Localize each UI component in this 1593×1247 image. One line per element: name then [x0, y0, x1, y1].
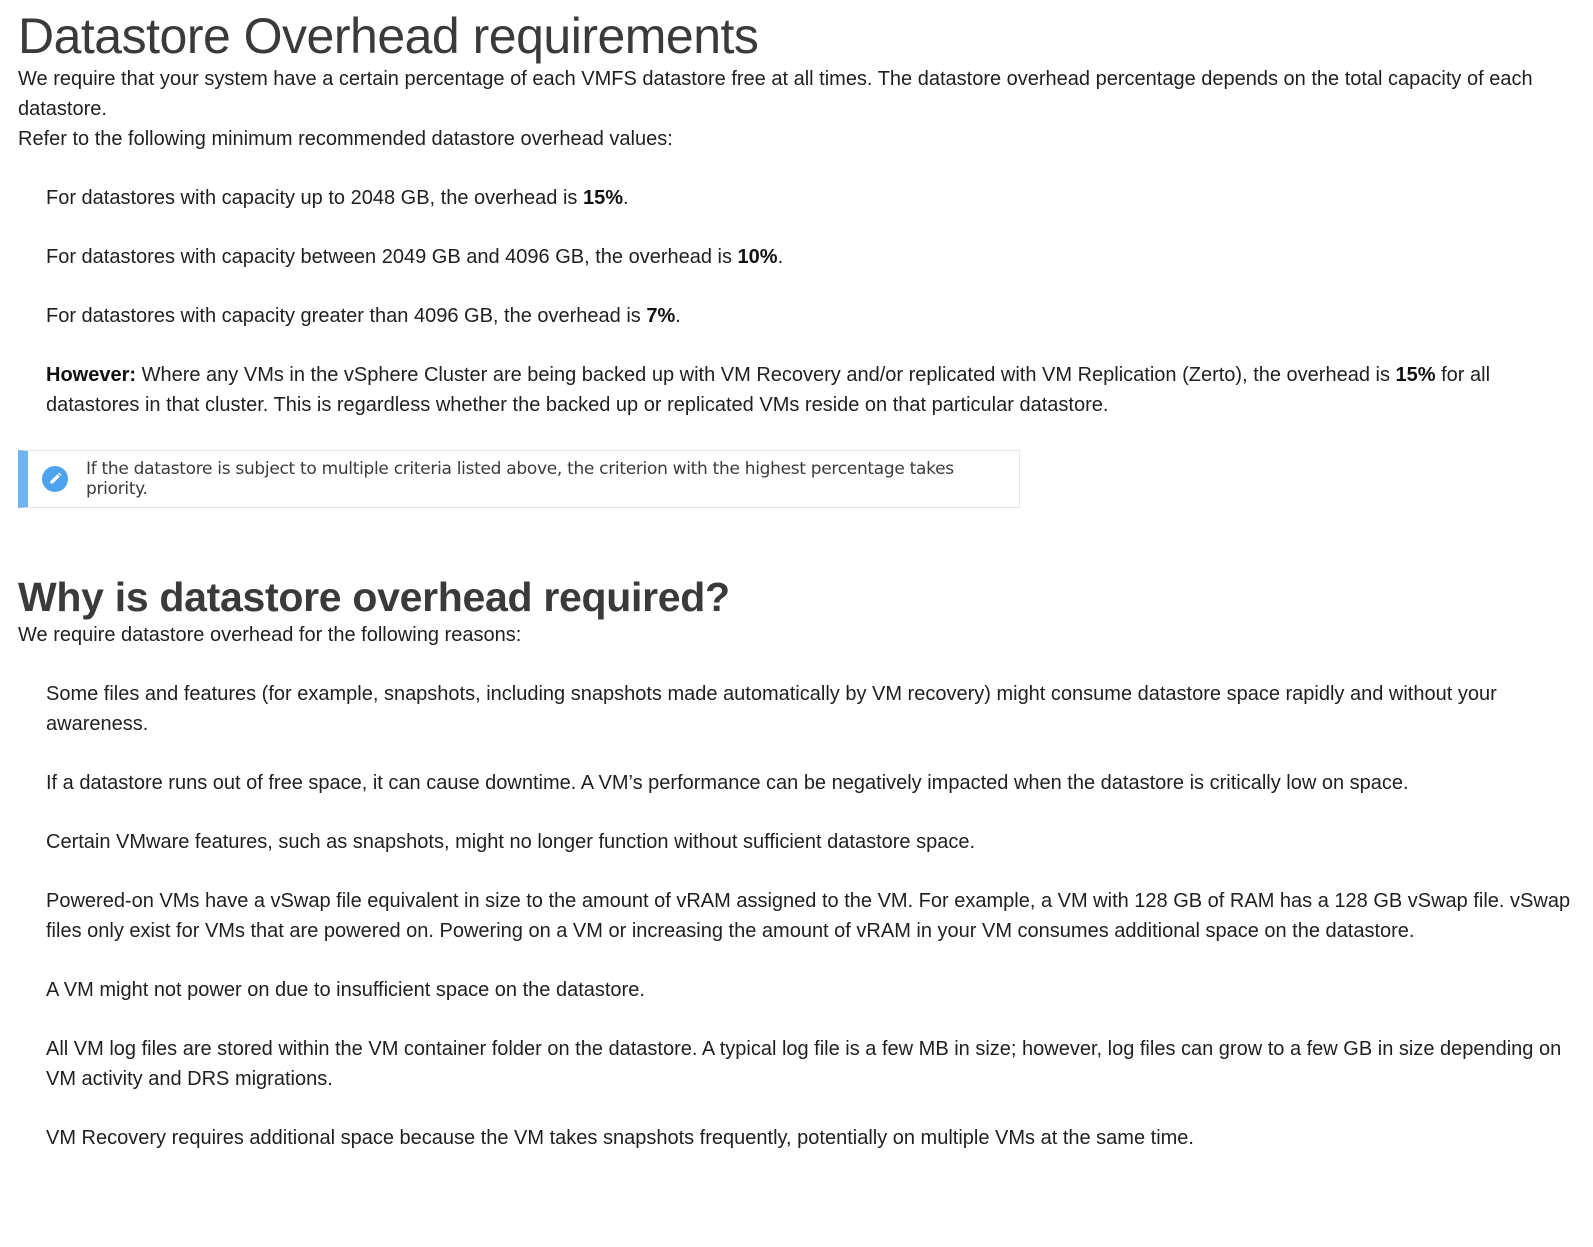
rule-item: For datastores with capacity between 2049 GB and 4096 GB, the overhead is 10%.: [46, 246, 784, 268]
intro-paragraph: We require that your system have a certain percentage of each VMFS datastore free at all times. The datastore overhead percentage depends on the total capacity of each datastore.: [18, 68, 1533, 120]
pencil-icon: [42, 466, 68, 492]
reason-item: All VM log files are stored within the VM container folder on the datastore. A typical log file is a few MB in size; however, log files can grow to a few GB in size depending on VM activity and DRS migrations.: [46, 1038, 1562, 1090]
however-label: However:: [46, 364, 137, 386]
reason-item: Powered-on VMs have a vSwap file equivalent in size to the amount of vRAM assigned to the VM. For example, a VM with 128 GB of RAM has a 128 GB vSwap file. vSwap files only exist for VMs that are powered on. Powering on a VM or increasing the amount of vRAM in your VM consumes additional space on the datastore.: [46, 890, 1571, 942]
reasons-intro: We require datastore overhead for the following reasons:: [18, 624, 522, 646]
refer-paragraph: Refer to the following minimum recommended datastore overhead values:: [18, 128, 673, 150]
rule-item: For datastores with capacity greater than 4096 GB, the overhead is 7%.: [46, 305, 681, 327]
reason-item: Some files and features (for example, snapshots, including snapshots made automatically by VM recovery) might consume datastore space rapidly and without your awareness.: [46, 683, 1497, 735]
however-paragraph: However: Where any VMs in the vSphere Cluster are being backed up with VM Recovery and/or replicated with VM Replication (Zerto), the overhead is 15% for all datastores in that cluster. This is regardless whether the backed up or replicated VMs reside on that particular datastore.: [46, 364, 1491, 416]
section-heading: Why is datastore overhead required?: [18, 574, 730, 620]
rule-percentage: 10%: [737, 246, 778, 268]
page-title: Datastore Overhead requirements: [18, 8, 759, 64]
rule-percentage: 7%: [646, 305, 676, 327]
reason-item: If a datastore runs out of free space, it can cause downtime. A VM’s performance can be negatively impacted when the datastore is critically low on space.: [46, 772, 1409, 794]
reason-item: A VM might not power on due to insufficient space on the datastore.: [46, 979, 645, 1001]
note-text: If the datastore is subject to multiple criteria listed above, the criterion with the highest percentage takes priority.: [86, 459, 954, 499]
rule-percentage: 15%: [582, 187, 623, 209]
reason-item: Certain VMware features, such as snapshots, might no longer function without sufficient datastore space.: [46, 831, 976, 853]
note-callout: [18, 450, 1020, 508]
however-percentage: 15%: [1395, 364, 1436, 386]
reason-item: VM Recovery requires additional space because the VM takes snapshots frequently, potentially on multiple VMs at the same time.: [46, 1127, 1194, 1149]
reasons-list: [18, 679, 1575, 1153]
rule-item: For datastores with capacity up to 2048 GB, the overhead is 15%.: [46, 187, 629, 209]
overhead-rules-list: [18, 183, 1575, 420]
